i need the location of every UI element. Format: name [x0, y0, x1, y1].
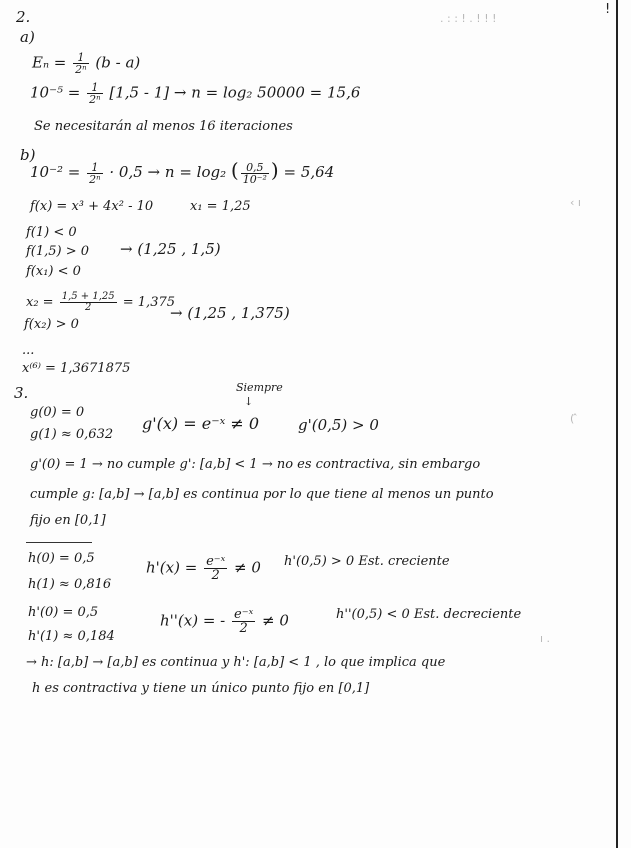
g-at-1: g(1) ≈ 0,632: [30, 427, 114, 442]
h-at-1: h(1) ≈ 0,816: [28, 577, 112, 592]
fraction-denominator: 2ⁿ: [75, 63, 87, 76]
x2-fraction: [60, 292, 117, 313]
g-prime-0-line: g'(0) = 1 → no cumple g': [a,b] < 1 → no es contractiva, sin embargo: [30, 457, 481, 472]
function-definition: f(x) = x³ + 4x² - 10: [30, 199, 154, 214]
error-formula: [32, 52, 140, 75]
h-second-derivative-fraction: [232, 608, 255, 635]
fraction-denominator: 2: [84, 302, 92, 313]
h-second-derivative-rhs: ≠ 0: [261, 611, 289, 630]
h-prime-at-0: h'(0) = 0,5: [28, 605, 99, 620]
h-prime-at-1: h'(1) ≈ 0,184: [28, 629, 115, 644]
x2-formula: [26, 292, 175, 313]
error-rhs: (b - a): [95, 53, 141, 72]
margin-mark-2: ( ̂: [570, 412, 578, 425]
equation-lhs: 10⁻² =: [30, 163, 81, 181]
iterations-conclusion: Se necesitarán al menos 16 iteraciones: [34, 119, 293, 134]
fraction-numerator: 0,5: [241, 162, 269, 174]
equation-fraction: [87, 82, 102, 105]
fijo-line: fijo en [0,1]: [30, 513, 106, 528]
fraction-numerator: e⁻ˣ: [234, 607, 254, 622]
fraction-denominator: 2ⁿ: [89, 93, 101, 106]
log-fraction: [241, 162, 269, 185]
f-at-x2: f(x₂) > 0: [24, 317, 79, 332]
h-derivative: [146, 555, 261, 582]
part-b-equation: 10⁻² = $\frac{1}{\text{2ⁿ}}$ · 0,5 → n = log₂ ( $\frac{0,5}{\text{10⁻²}}$ ) = 5,64: [30, 158, 335, 186]
h-second-derivative: [160, 608, 289, 635]
error-fraction: [73, 52, 88, 75]
conclusion-line-2: h es contractiva y tiene un único punto fijo en [0,1]: [32, 681, 370, 696]
equation-lhs: 10⁻⁵ =: [30, 83, 81, 102]
h-derivative-at-0-5: h'(0,5) > 0 Est. creciente: [284, 554, 450, 569]
interval-2: → (1,25 , 1,375): [170, 304, 290, 322]
initial-x1: x₁ = 1,25: [190, 199, 251, 214]
problem-3-number: 3.: [14, 384, 29, 402]
f-at-1: f(1) < 0: [26, 225, 77, 240]
conclusion-line-1: → h: [a,b] → [a,b] es continua y h': [a,b] < 1 , lo que implica que: [26, 655, 446, 670]
fraction-denominator: 2ⁿ: [89, 172, 101, 186]
ellipsis: ...: [22, 343, 35, 358]
siempre-note: Siempre: [236, 381, 283, 394]
fraction-denominator: 2: [239, 621, 248, 636]
error-lhs: Eₙ =: [32, 53, 67, 72]
equation-middle: · 0,5 → n = log₂: [109, 163, 227, 181]
h-second-derivative-lhs: h''(x) = -: [160, 611, 226, 630]
tolerance-equation: [30, 82, 360, 105]
g-derivative: g'(x) = e⁻ˣ ≠ 0: [142, 414, 260, 433]
header-marks: . : : ! . ! ! !: [440, 12, 497, 25]
fraction-denominator: 10⁻²: [242, 172, 267, 186]
fraction-numerator: 1,5 + 1,25: [61, 291, 115, 302]
fraction-numerator: e⁻ˣ: [206, 554, 226, 569]
f-at-x1: f(x₁) < 0: [26, 264, 81, 279]
equation-rhs: [1,5 - 1] → n = log₂ 50000 = 15,6: [109, 83, 361, 102]
part-b-label: b): [20, 146, 36, 164]
h-derivative-fraction: [204, 555, 227, 582]
g-derivative-at-0-5: g'(0,5) > 0: [298, 416, 379, 434]
x6-result: x⁽⁶⁾ = 1,3671875: [22, 361, 131, 376]
h-second-derivative-at-0-5: h''(0,5) < 0 Est. decreciente: [336, 607, 522, 622]
fraction-numerator: 1: [73, 52, 88, 64]
h-derivative-rhs: ≠ 0: [234, 558, 261, 577]
fraction-numerator: 1: [87, 82, 102, 94]
margin-mark: !: [605, 2, 611, 17]
problem-2-number: 2.: [16, 8, 31, 26]
equation-fraction: [87, 162, 102, 185]
g-at-0: g(0) = 0: [30, 405, 85, 420]
x2-lhs: x₂ =: [26, 295, 54, 310]
x2-rhs: = 1,375: [122, 295, 176, 310]
part-a-label: a): [20, 28, 35, 46]
h-derivative-lhs: h'(x) =: [146, 558, 198, 577]
overline-rule: [26, 542, 92, 543]
siempre-arrow: ↓: [244, 395, 254, 408]
cumple-line: cumple g: [a,b] → [a,b] es continua por lo que tiene al menos un punto: [30, 487, 494, 502]
fraction-numerator: 1: [87, 162, 102, 174]
margin-mark-3: ı .: [540, 632, 551, 645]
equation-result: = 5,64: [283, 163, 335, 181]
h-at-0: h(0) = 0,5: [28, 551, 95, 566]
interval-1: → (1,25 , 1,5): [120, 240, 221, 258]
f-at-1-5: f(1,5) > 0: [26, 244, 90, 259]
fraction-denominator: 2: [211, 568, 220, 583]
page-edge-line: [616, 0, 618, 848]
margin-mark-1: ‹ ı: [570, 196, 581, 209]
